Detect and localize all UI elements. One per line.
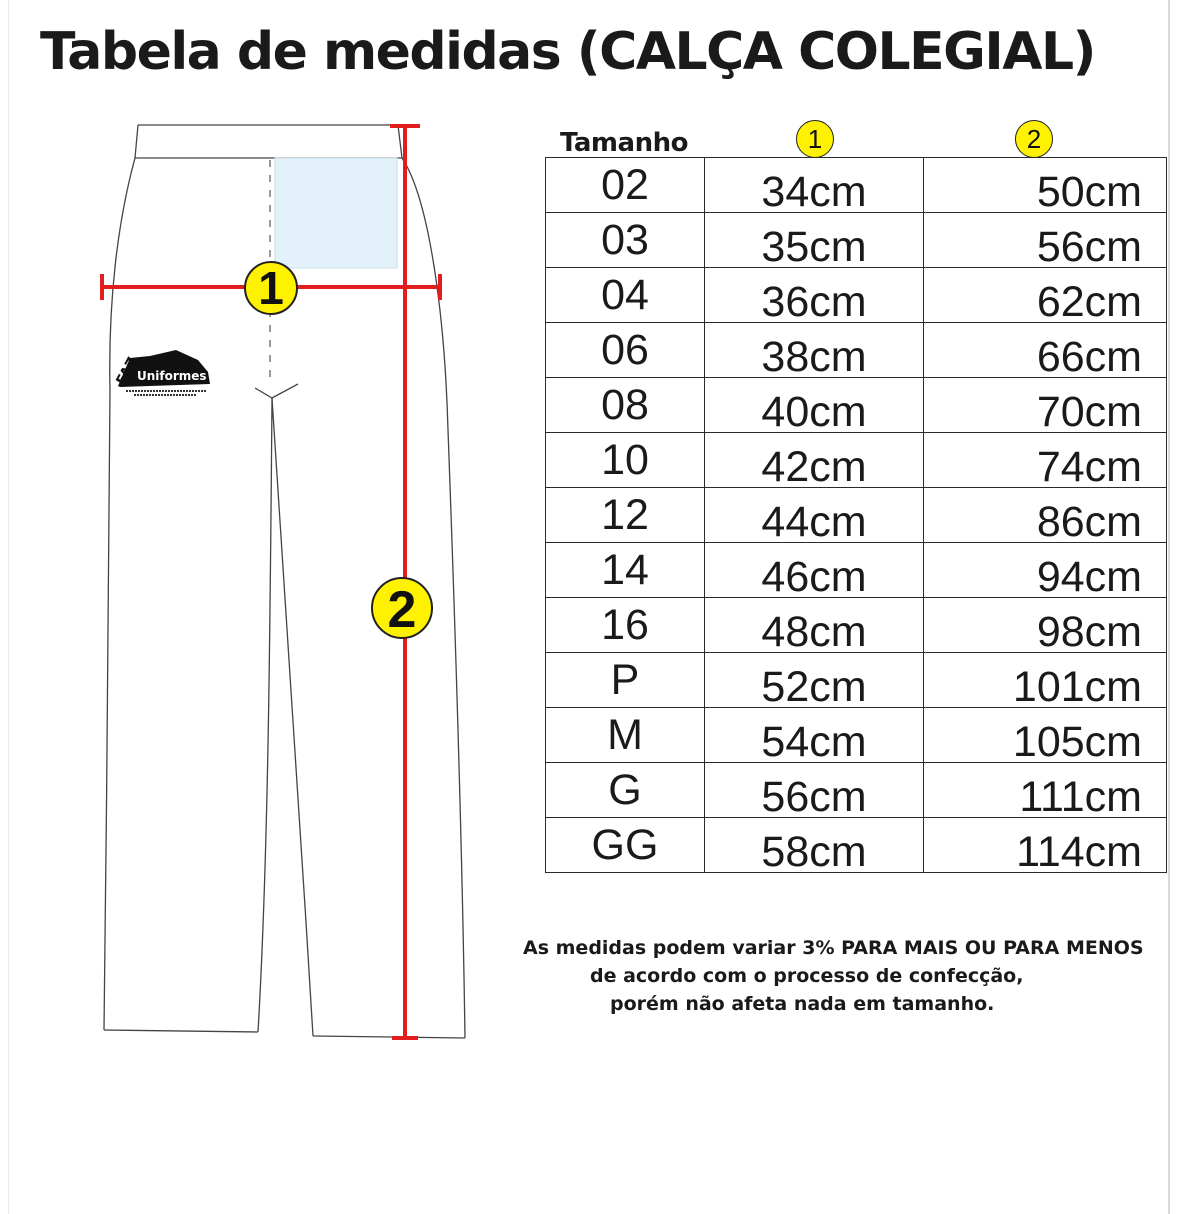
table-row: [546, 708, 1167, 763]
size-column-header: Tamanho: [560, 128, 688, 158]
brand-logo: [113, 350, 210, 395]
measure-1-cell-value: 58cm: [761, 827, 867, 876]
measure-1-cell: [705, 653, 924, 711]
measure-1-cell-value: 46cm: [761, 552, 867, 601]
page-edge-right: [1168, 0, 1170, 1214]
measure-2-cell-value: 101cm: [1012, 662, 1142, 711]
measure-2-cell-value: 62cm: [1036, 277, 1142, 326]
measure-2-column-badge: 2: [1015, 120, 1053, 158]
measure-2-cell: [924, 268, 1167, 326]
measure-2-cell: [924, 818, 1167, 876]
measure-2-cell: [924, 213, 1167, 271]
table-row: [546, 378, 1167, 433]
page-title: Tabela de medidas (CALÇA COLEGIAL): [40, 22, 1095, 82]
measure-1-cell-value: 52cm: [761, 662, 867, 711]
size-cell: 02: [546, 158, 705, 213]
measure-2-cell-value: 114cm: [1016, 827, 1142, 876]
measure-1-cell: [705, 543, 924, 601]
size-cell: 04: [546, 268, 705, 323]
measure-2-cell-value: 111cm: [1019, 772, 1142, 821]
measure-2-cell: [924, 378, 1167, 436]
measure-1-cell: [705, 268, 924, 326]
size-cell: 16: [546, 598, 705, 653]
measure-1-cell-value: 54cm: [761, 717, 867, 766]
measure-1-cell: [705, 323, 924, 381]
table-row: [546, 433, 1167, 488]
size-cell: G: [546, 763, 705, 818]
size-cell: 10: [546, 433, 705, 488]
measure-1-cell-value: 44cm: [761, 497, 867, 546]
measurement-note: [505, 934, 1155, 1018]
measure-2-cell: [924, 763, 1167, 821]
table-row: [546, 653, 1167, 708]
table-row: [546, 158, 1167, 213]
size-cell: GG: [546, 818, 705, 873]
note-line-2: de acordo com o processo de confecção,: [590, 965, 1024, 987]
table-row: [546, 818, 1167, 873]
measure-1-cell-value: 40cm: [761, 387, 867, 436]
measure-2-cell: [924, 653, 1167, 711]
measure-1-cell: [705, 158, 924, 216]
marker-1-label: 1: [258, 262, 284, 314]
measure-2-cell: [924, 433, 1167, 491]
table-row: [546, 268, 1167, 323]
table-row: [546, 543, 1167, 598]
measure-1-cell: [705, 488, 924, 546]
measure-1-cell: [705, 213, 924, 271]
table-row: [546, 598, 1167, 653]
measure-1-cell-value: 35cm: [761, 222, 867, 271]
measure-2-cell-value: 98cm: [1036, 607, 1142, 656]
measure-1-cell: [705, 763, 924, 821]
marker-2-badge: [372, 578, 432, 639]
measure-2-cell: [924, 158, 1167, 216]
size-cell: M: [546, 708, 705, 763]
measure-2-cell-value: 86cm: [1036, 497, 1142, 546]
measure-1-cell-value: 42cm: [761, 442, 867, 491]
measure-2-cell-value: 56cm: [1036, 222, 1142, 271]
table-row: [546, 213, 1167, 268]
size-cell: 14: [546, 543, 705, 598]
measure-1-cell-value: 36cm: [761, 277, 867, 326]
measure-1-cell: [705, 433, 924, 491]
size-cell: P: [546, 653, 705, 708]
size-cell: 03: [546, 213, 705, 268]
measure-2-cell: [924, 488, 1167, 546]
note-line-1: As medidas podem variar 3% PARA MAIS OU PARA MENOS: [523, 937, 1144, 959]
measure-2-cell: [924, 598, 1167, 656]
measure-2-cell: [924, 543, 1167, 601]
pants-diagram: [0, 0, 520, 1060]
measure-2-cell: [924, 708, 1167, 766]
logo-vertical-text: FAZ: [113, 354, 142, 388]
measure-1-cell-value: 34cm: [761, 167, 867, 216]
size-table-body: [546, 158, 1167, 876]
table-row: [546, 488, 1167, 543]
measure-1-cell: [705, 378, 924, 436]
measure-2-cell-value: 74cm: [1036, 442, 1142, 491]
measure-2-cell-value: 105cm: [1012, 717, 1142, 766]
table-row: [546, 763, 1167, 818]
table-row: [546, 323, 1167, 378]
marker-1-badge: [245, 262, 297, 314]
measure-1-cell-value: 38cm: [761, 332, 867, 381]
size-cell: 12: [546, 488, 705, 543]
measure-1-cell: [705, 598, 924, 656]
measure-1-cell-value: 48cm: [761, 607, 867, 656]
measure-2-cell-value: 94cm: [1036, 552, 1142, 601]
measure-1-cell: [705, 818, 924, 876]
size-cell: 06: [546, 323, 705, 378]
pocket-area: [275, 158, 397, 268]
measure-1-cell: [705, 708, 924, 766]
logo-brand-text: Uniformes: [137, 369, 207, 383]
size-table: [545, 157, 1167, 876]
measure-2-cell-value: 66cm: [1036, 332, 1142, 381]
measure-1-column-badge: 1: [796, 120, 834, 158]
note-line-3: porém não afeta nada em tamanho.: [610, 993, 995, 1015]
measure-2-cell-value: 50cm: [1036, 167, 1142, 216]
measure-1-cell-value: 56cm: [761, 772, 867, 821]
measure-2-cell-value: 70cm: [1036, 387, 1142, 436]
size-cell: 08: [546, 378, 705, 433]
measure-2-cell: [924, 323, 1167, 381]
marker-2-label: 2: [387, 581, 417, 639]
